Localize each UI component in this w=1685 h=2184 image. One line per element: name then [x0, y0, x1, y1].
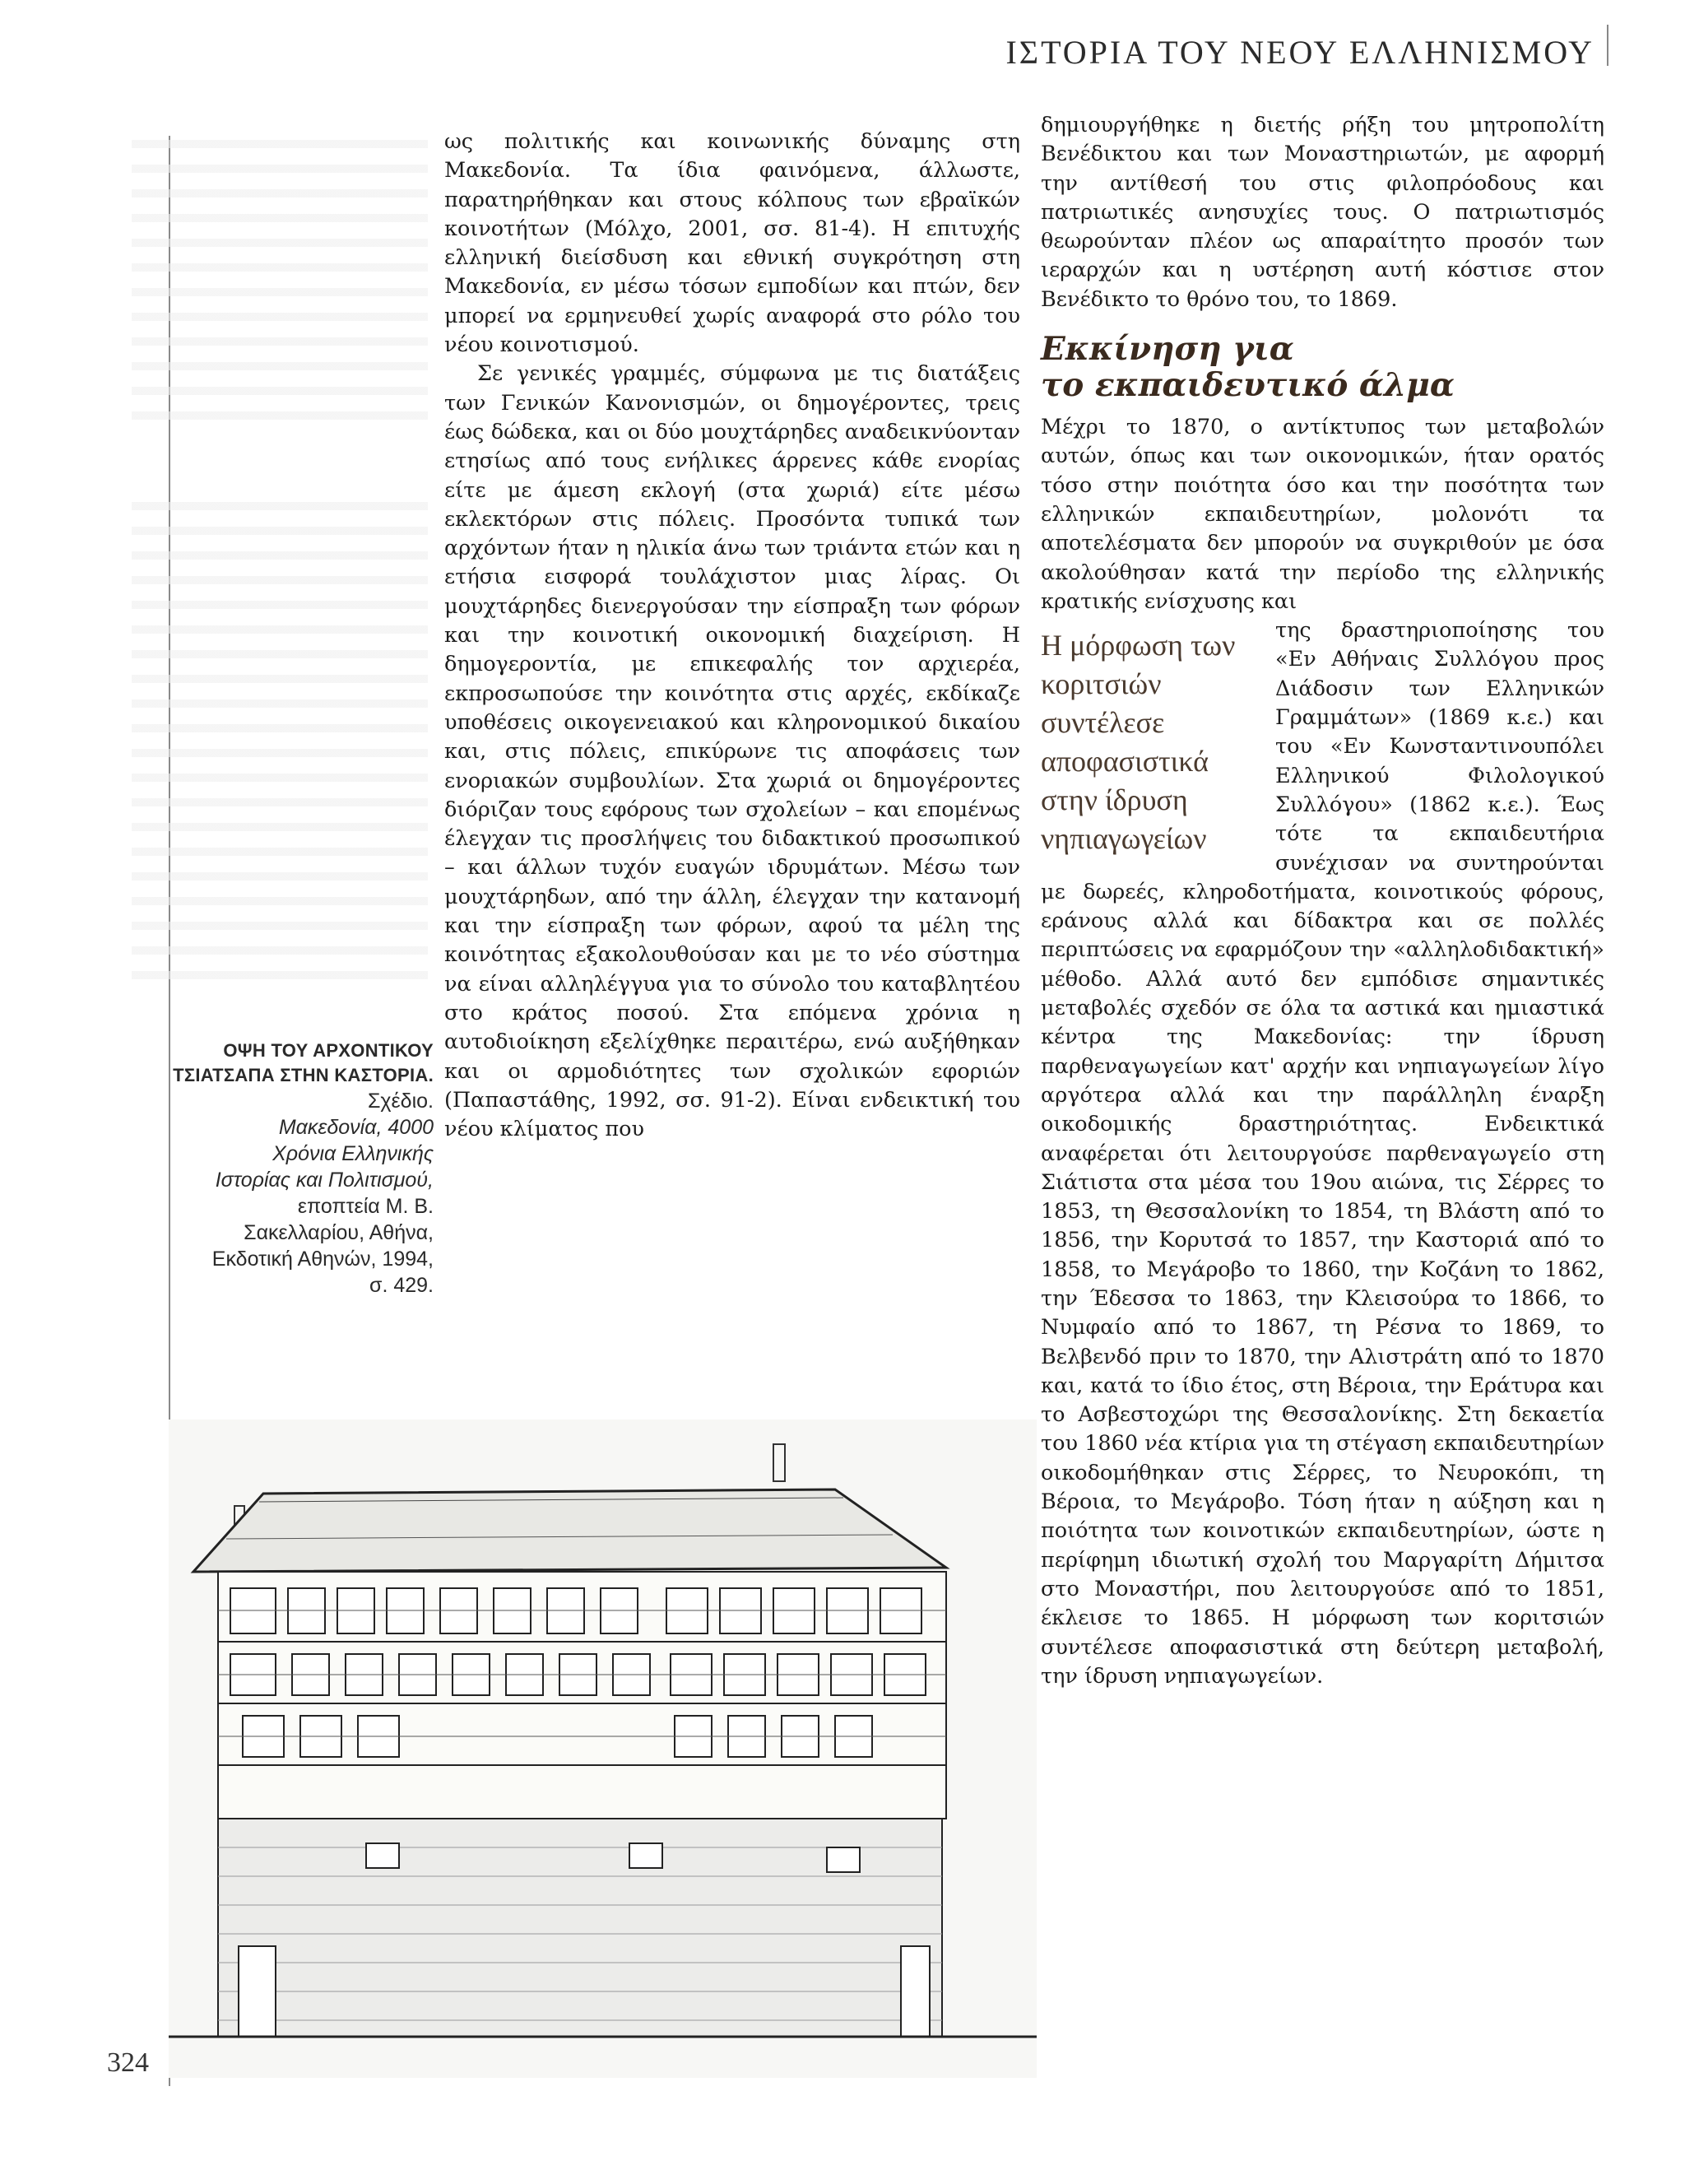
- caption-line: Εκδοτική Αθηνών, 1994,: [211, 1248, 434, 1271]
- caption-title: ΤΣΙΑΤΣΑΠΑ ΣΤΗΝ ΚΑΣΤΟΡΙΑ.: [173, 1065, 434, 1085]
- caption-line: Χρόνια Ελληνικής: [272, 1142, 434, 1165]
- caption-line: Σακελλαρίου, Αθήνα,: [244, 1221, 434, 1244]
- caption-line: Σχέδιο.: [367, 1090, 434, 1113]
- text-column-middle: [444, 128, 1020, 1144]
- mansion-elevation-drawing: [169, 1420, 1037, 2078]
- header-rule: [1607, 25, 1608, 66]
- text-column-right: [1041, 111, 1604, 1691]
- caption-title: ΟΨΗ ΤΟΥ ΑΡΧΟΝΤΙΚΟΥ: [223, 1040, 434, 1061]
- page-number: 324: [107, 2047, 149, 2078]
- body-paragraph: ως πολιτικής και κοινωνικής δύναμης στη Μακεδονία. Τα ίδια φαινόμενα, άλλωστε, παρατηρήθηκαν και στους κόλπους των εβραϊκών κοινοτήτων (Μόλχο, 2001, σσ. 81-4). Η επιτυχής ελληνική διείσδυση και εθνική συγκρότηση στη Μακεδονία, εν μέσω τόσων εμποδίων και πτών, δεν μπορεί να ερμηνευθεί χωρίς αναφορά στο ρόλο του νέου κοινοτισμού.: [444, 129, 1020, 358]
- subheading-line: Εκκίνηση για: [1041, 330, 1294, 369]
- body-paragraph: Μέχρι το 1870, ο αντίκτυπος των μεταβολών αυτών, όπως και των οικονομικών, ήταν ορατός τόσο στην ποιότητα όσο και την ποσότητα των ελληνικών εκπαιδευτηρίων, μολονότι τα αποτελέσματα δεν μπορούν να συγκριθούν με όσα ακολούθησαν κατά την περίοδο της ελληνικής κρατικής ενίσχυσης και: [1041, 415, 1604, 614]
- caption-line: σ. 429.: [369, 1274, 434, 1297]
- pull-quote: Η μόρφωση των κοριτσιών συντέλεσε αποφασιστικά στην ίδρυση νηπιαγωγείων: [1041, 629, 1236, 856]
- subheading-line: το εκπαιδευτικό άλμα: [1041, 366, 1455, 405]
- caption-line: Ιστορίας και Πολιτισμού,: [215, 1169, 434, 1192]
- show-through-text: [132, 140, 428, 436]
- body-paragraph: δημιουργήθηκε η διετής ρήξη του μητροπολίτη Βενέδικτου και των Μοναστηριωτών, με αφορμή την αντίθεσή του στις φιλοπρόοδους και πατριωτικές ανησυχίες τους. Ο πατριωτισμός θεωρούνταν πλέον ως απαραίτητο προσόν των ιεραρχών και η υστέρηση αυτή κόστισε στον Βενέδικτο το θρόνο του, το 1869.: [1041, 113, 1604, 312]
- caption-line: Μακεδονία, 4000: [278, 1116, 434, 1139]
- section-subheading: [1041, 331, 1604, 403]
- show-through-text: [132, 502, 428, 996]
- running-header: ΙΣΤΟΡΙΑ ΤΟΥ ΝΕΟΥ ΕΛΛΗΝΙΣΜΟΥ: [1005, 34, 1594, 71]
- body-paragraph: Σε γενικές γραμμές, σύμφωνα με τις διατάξεις των Γενικών Κανονισμών, οι δημογέροντες, τρεις έως δώδεκα, και οι δύο μουχτάρηδες αναδεικνύονταν ετησίως από τους ενήλικες άρρενες κάθε ενορίας είτε με άμεση εκλογή (στα χωριά) είτε μέσω εκλεκτόρων στις πόλεις. Προσόντα τυπικά των αρχόντων ήταν η ηλικία άνω των τριάντα ετών και η ετήσια εισφορά τουλάχιστον μιας λίρας. Οι μουχτάρηδες διενεργούσαν την είσπραξη των φόρων και την κοινοτική οικονομική διαχείριση. Η δημογεροντία, με επικεφαλής τον αρχιερέα, εκπροσωπούσε την κοινότητα στις αρχές, εκδίκαζε υποθέσεις οικογενειακού και κληρονομικού δικαίου και, στις πόλεις, επικύρωνε τις αποφάσεις των ενοριακών συμβουλίων. Στα χωριά οι δημογέροντες διόριζαν τους εφόρους των σχολείων – και επομένως έλεγχαν τις προσλήψεις του διδακτικού προσωπικού – και άλλων τυχόν ευαγών ιδρυμάτων. Μέσω των μουχτάρηδων, από την άλλη, έλεγχαν την κατανομή και την είσπραξη των φόρων, αφού τα μέλη της κοινότητας εξακολουθούσαν και με το νέο σύστημα να είναι αλληλέγγυα για το σύνολο του καταβλητέου στο κράτος ποσού. Στα επόμενα χρόνια η αυτοδιοίκηση εξελίχθηκε περαιτέρω, ενώ αυξήθηκαν και οι αρμοδιότητες των σχολικών εφοριών (Παπαστάθης, 1992, σσ. 91-2). Είναι ενδεικτική του νέου κλίματος που: [444, 361, 1020, 1142]
- body-paragraph: της δραστηριοποίησης του «Εν Αθήναις Συλλόγου προς Διάδοσιν των Ελληνικών Γραμμάτων» (1869 κ.ε.) και του «Εν Κωνσταντινουπόλει Ελληνικού Φιλολογικού Συλλόγου» (1862 κ.ε.). Έως τότε τα εκπαιδευτήρια συνέχισαν να συντηρούνται με δωρεές, κληροδοτήματα, κοινοτικούς φόρους, εράνους αλλά και δίδακτρα και σε πολλές περιπτώσεις να εφαρμόζουν την «αλληλοδιδακτική» μέθοδο. Αλλά αυτό δεν εμπόδισε σημαντικές μεταβολές σχεδόν σε όλα τα αστικά και ημιαστικά κέντρα της Μακεδονίας: την ίδρυση παρθεναγωγείων κατ' αρχήν και νηπιαγωγείων λίγο αργότερα αλλά και την παράλληλη έναρξη οικοδομικής δραστηριότητας. Ενδεικτικά αναφέρεται ότι λειτουργούσε παρθεναγωγείο στη Σιάτιστα στα μέσα του 19ου αιώνα, τις Σέρρες το 1853, τη Θεσσαλονίκη το 1854, τη Βλάστη από το 1856, την Κορυτσά το 1857, την Καστοριά από το 1858, το Μεγάροβο το 1860, την Κοζάνη το 1862, την Έδεσσα το 1863, την Κλεισούρα το 1866, το Νυμφαίο από το 1867, τη Ρέσνα το 1869, το Βελβενδό πριν το 1870, την Αλιστράτη από το 1870 και, κατά το ίδιο έτος, στη Βέροια, την Εράτυρα και το Ασβεστοχώρι της Θεσσαλονίκης. Στη δεκαετία του 1860 νέα κτίρια για τη στέγαση εκπαιδευτηρίων οικοδομήθηκαν στις Σέρρες, το Νευροκόπι, τη Βέροια, το Μεγάροβο. Τόση ήταν η αύξηση και η ποιότητα των κοινοτικών εκπαιδευτηρίων, ώστε η περίφημη ιδιωτική σχολή του Μαργαρίτη Δήμιτσα στο Μοναστήρι, που λειτουργούσε από το 1851, έκλεισε το 1865. Η μόρφωση των κοριτσιών συντέλεσε αποφασιστικά στη δεύτερη μεταβολή, την ίδρυση νηπιαγωγείων.: [1041, 618, 1604, 1689]
- caption-line: εποπτεία Μ. Β.: [297, 1195, 434, 1218]
- figure-caption: [169, 1039, 434, 1299]
